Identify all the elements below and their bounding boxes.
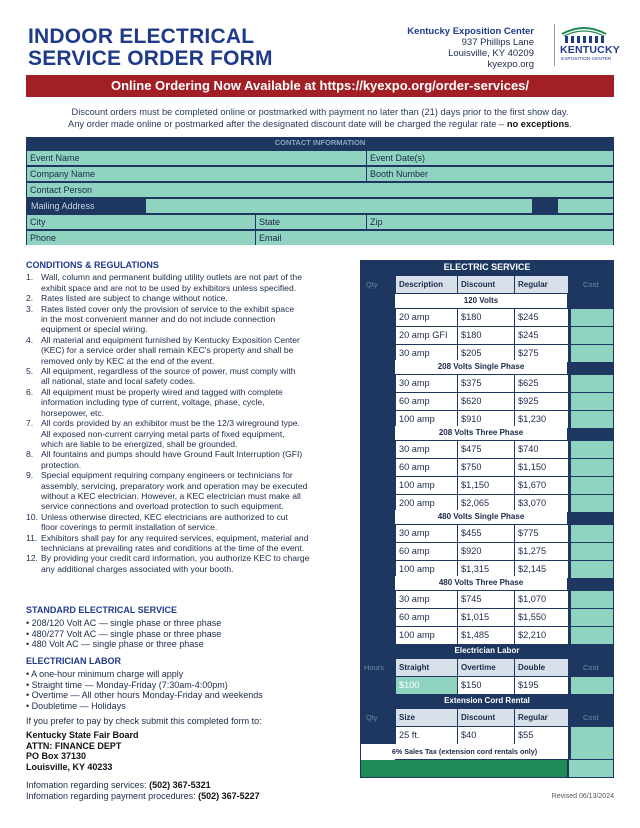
company-name-label: Company Name: [30, 169, 96, 179]
standard-item: • 208/120 Volt AC — single phase or three phase: [26, 617, 222, 628]
cord-qty-input[interactable]: [361, 727, 395, 744]
table-header: [361, 276, 613, 293]
check-intro: If you prefer to pay by check submit this completed form to:: [26, 716, 262, 726]
qty-input[interactable]: [361, 561, 395, 578]
condition-item: 5. All equipment, regardless of the source of power, must comply with all national, state and local safety codes.: [26, 366, 296, 387]
table-row: 30 amp $455 $775: [361, 525, 613, 542]
cord-header-row: [361, 709, 613, 726]
state-label: State: [259, 217, 281, 227]
notice-line-2: Any order made online or postmarked after the designated discount date will be charged the regular rate – no exceptions.: [68, 119, 572, 129]
event-dates-label: Event Date(s): [370, 153, 426, 163]
page-title: [28, 26, 273, 70]
standard-heading: STANDARD ELECTRICAL SERVICE: [26, 605, 178, 615]
table-row: 200 amp $2,065 $3,070: [361, 495, 613, 512]
condition-item: 8. All fountains and pumps should have Ground Fault Interruption (GFI) protection.: [26, 449, 303, 470]
table-row: 60 amp $750 $1,150: [361, 459, 613, 476]
standard-item: • 480/277 Volt AC — single phase or three phase: [26, 628, 222, 639]
table-row: 60 amp $920 $1,275: [361, 543, 613, 560]
cord-regular-header: Regular: [515, 709, 568, 726]
org-city: Louisville, KY 40209: [448, 48, 534, 59]
table-row: 100 amp $1,315 $2,145: [361, 561, 613, 578]
qty-input[interactable]: [361, 591, 395, 608]
cost-input[interactable]: [569, 441, 613, 458]
qty-input[interactable]: [361, 411, 395, 428]
cost-input[interactable]: [569, 591, 613, 608]
title-line-1: INDOOR ELECTRICAL: [28, 25, 255, 48]
condition-item: 3. Rates listed cover only the provision of service to the exhibit space in the most convenient manner and do not include connection equipment or special wiring.: [26, 303, 295, 335]
qty-input[interactable]: [361, 393, 395, 410]
group-480-three: 480 Volts Three Phase: [395, 576, 567, 590]
no-exceptions: no exceptions: [506, 119, 570, 129]
logo-subtitle: EXPOSITION CENTER: [561, 57, 612, 62]
qty-input[interactable]: [361, 495, 395, 512]
revised-date: Revised 06/13/2024: [551, 793, 614, 800]
conditions-heading: CONDITIONS & REGULATIONS: [26, 260, 159, 270]
org-web: kyexpo.org: [487, 59, 534, 70]
services-phone-line: Infomation regarding services: (502) 367-5321: [26, 780, 211, 790]
cord-discount-header: Discount: [458, 709, 514, 726]
kentucky-logo: [554, 24, 620, 66]
labor-row: [361, 677, 613, 694]
org-street: 937 Phillips Lane: [461, 37, 534, 48]
labor-item: • Overtime — All other hours Monday-Friday and weekends: [26, 690, 263, 701]
contact-heading: CONTACT INFORMATION: [274, 138, 366, 147]
cost-input[interactable]: [569, 411, 613, 428]
contact-person-field[interactable]: [27, 183, 613, 197]
straight-rate: $100: [396, 677, 457, 694]
qty-input[interactable]: [361, 543, 395, 560]
overtime-rate: $150: [458, 677, 514, 694]
city-field[interactable]: [27, 215, 255, 229]
total-bar: [361, 760, 567, 777]
table-row: 30 amp $745 $1,070: [361, 591, 613, 608]
qty-header: Qty: [366, 280, 378, 289]
address-line: ATTN: FINANCE DEPT: [26, 740, 122, 751]
standard-item: • 480 Volt AC — single phase or three phase: [26, 639, 204, 650]
qty-input[interactable]: [361, 375, 395, 392]
building-logo-icon: [560, 24, 608, 44]
condition-item: 10. Unless otherwise directed, KEC electricians are authorized to cut floor coverings to permit installation of service.: [26, 511, 288, 533]
address-line: Louisville, KY 40233: [26, 762, 113, 773]
cord-cost-header: Cost: [583, 713, 599, 722]
event-name-label: Event Name: [30, 153, 80, 163]
electric-service-table: [360, 260, 614, 778]
table-row: 100 amp $1,150 $1,670: [361, 477, 613, 494]
state-field[interactable]: [256, 215, 366, 229]
table-row: 20 amp GFI $180 $245: [361, 327, 613, 344]
hours-header: Hours: [364, 663, 385, 672]
overtime-header: Overtime: [458, 659, 514, 676]
qty-input[interactable]: [361, 327, 395, 344]
qty-input[interactable]: [361, 477, 395, 494]
cord-qty-header: Qty: [366, 713, 378, 722]
phone-label: Phone: [30, 233, 57, 243]
mailing-address-field[interactable]: [146, 199, 532, 213]
payment-phone-line: Infomation regarding payment procedures: (502) 367-5227: [26, 791, 260, 801]
qty-input[interactable]: [361, 525, 395, 542]
qty-input[interactable]: [361, 627, 395, 644]
cost-input[interactable]: [569, 327, 613, 344]
cost-input[interactable]: [569, 477, 613, 494]
double-rate: $195: [515, 677, 568, 694]
event-name-field[interactable]: [27, 151, 366, 165]
contact-person-label: Contact Person: [30, 185, 93, 195]
mailing-address-block: [26, 730, 348, 773]
condition-item: 12. By providing your credit card information, you authorize KEC to charge any additional charges associated with your booth.: [26, 553, 310, 574]
condition-item: 11. Exhibitors shall pay for any required services, equipment, material and technicians at prevailing rates and conditions at the time of the event.: [26, 532, 309, 553]
contact-phones: [26, 780, 260, 802]
cost-input[interactable]: [569, 345, 613, 362]
straight-header: Straight: [396, 659, 457, 676]
labor-item: • Doubletime — Holidays: [26, 701, 126, 712]
regular-header: Regular: [515, 276, 568, 293]
description-header: Description: [396, 276, 457, 293]
table-row: 100 amp $910 $1,230: [361, 411, 613, 428]
table-row: 30 amp $205 $275: [361, 345, 613, 362]
labor-cost-input[interactable]: [569, 677, 613, 694]
cost-input[interactable]: [569, 393, 613, 410]
address-line: PO Box 37130: [26, 751, 87, 762]
qty-input[interactable]: [361, 309, 395, 326]
payment-phone: (502) 367-5227: [198, 791, 260, 801]
zip-field[interactable]: [367, 215, 613, 229]
condition-item: 9. Special equipment requiring company engineers or technicians for assembly, servicing, preparatory work and operation may be executed without a KEC electrician. However, a KEC electrician must make all service connections and overload protection to such equipment.: [26, 470, 308, 512]
double-header: Double: [515, 659, 568, 676]
cord-row: [361, 727, 613, 744]
cost-input[interactable]: [569, 459, 613, 476]
notice-line-1: Discount orders must be completed online or postmarked with payment no later than (21) days prior to the first show day.: [71, 107, 569, 117]
cord-cost-input[interactable]: [569, 727, 613, 744]
contact-information-form: [26, 137, 614, 245]
cost-input[interactable]: [569, 525, 613, 542]
tax-row: [361, 744, 613, 761]
qty-input[interactable]: [361, 609, 395, 626]
check-payment-info: [26, 716, 348, 773]
email-label: Email: [259, 233, 282, 243]
cost-input[interactable]: [569, 495, 613, 512]
labor-item: • Straight time — Monday-Friday (7:30am-4:00pm): [26, 679, 228, 690]
cost-input[interactable]: [569, 375, 613, 392]
total-cost-input[interactable]: [569, 760, 613, 777]
event-dates-field[interactable]: [367, 151, 613, 165]
condition-item: 6. All equipment must be properly wired and tagged with complete information including type of current, voltage, phase, cycle, horsepower, etc.: [26, 386, 283, 418]
labor-item: • A one-hour minimum charge will apply: [26, 668, 184, 679]
table-row: 100 amp $1,485 $2,210: [361, 627, 613, 644]
cost-input[interactable]: [569, 627, 613, 644]
group-208-single: 208 Volts Single Phase: [395, 360, 567, 374]
qty-input[interactable]: [361, 441, 395, 458]
size-header: Size: [396, 709, 457, 726]
labor-heading: ELECTRICIAN LABOR: [26, 656, 121, 666]
group-120-volts: 120 Volts: [395, 294, 567, 308]
qty-input[interactable]: [361, 345, 395, 362]
cord-discount: $40: [458, 727, 514, 744]
condition-item: 1. Wall, column and permanent building utility outlets are not part of the exhibit space and are not to be used by exhibitors unless specified.: [26, 272, 302, 293]
extension-cord-header: Extension Cord Rental: [361, 694, 613, 708]
qty-input[interactable]: [361, 459, 395, 476]
tax-cost-input[interactable]: [569, 744, 613, 759]
title-line-2: SERVICE ORDER FORM: [28, 47, 273, 70]
electric-service-title: ELECTRIC SERVICE: [443, 262, 531, 272]
table-row: 30 amp $375 $625: [361, 375, 613, 392]
services-phone: (502) 367-5321: [149, 780, 211, 790]
electrician-labor-header: Electrician Labor: [361, 644, 613, 658]
table-row: 30 amp $475 $740: [361, 441, 613, 458]
city-label: City: [30, 217, 46, 227]
labor-header-row: [361, 659, 613, 676]
booth-number-field[interactable]: [367, 167, 613, 181]
conditions-and-regulations: [26, 260, 348, 574]
table-row: 60 amp $1,015 $1,550: [361, 609, 613, 626]
online-ordering-banner[interactable]: Online Ordering Now Available at https://kyexpo.org/order-services/: [26, 75, 614, 97]
labor-cost-header: Cost: [583, 663, 599, 672]
standard-electrical-service: [26, 605, 348, 650]
mailing-address-field-end[interactable]: [558, 199, 613, 213]
booth-number-label: Booth Number: [370, 169, 429, 179]
condition-item: 4. All material and equipment furnished by Kentucky Exposition Center (KEC) for a service order shall remain KEC's property and shall be removed only by KEC at the end of the event.: [26, 334, 300, 366]
discount-header: Discount: [458, 276, 514, 293]
group-208-three: 208 Volts Three Phase: [395, 426, 567, 440]
email-field[interactable]: [256, 231, 613, 245]
cost-input[interactable]: [569, 561, 613, 578]
phone-field[interactable]: [27, 231, 255, 245]
cost-input[interactable]: [569, 609, 613, 626]
address-line: Kentucky State Fair Board: [26, 729, 139, 740]
cost-header: Cost: [583, 280, 599, 289]
discount-notice: [26, 106, 614, 130]
company-name-field[interactable]: [27, 167, 366, 181]
condition-item: 2. Rates listed are subject to change without notice.: [26, 293, 228, 304]
logo-wordmark: KENTUCKY: [560, 44, 620, 56]
cord-regular: $55: [515, 727, 568, 744]
hours-input[interactable]: [361, 677, 395, 694]
org-address: [407, 26, 534, 70]
cost-input[interactable]: [569, 543, 613, 560]
sales-tax-note: 6% Sales Tax (extension cord rentals only): [361, 744, 568, 759]
org-name: Kentucky Exposition Center: [407, 26, 534, 37]
electrician-labor-info: [26, 656, 348, 712]
table-row: 20 amp $180 $245: [361, 309, 613, 326]
group-480-single: 480 Volts Single Phase: [395, 510, 567, 524]
table-row: 60 amp $620 $925: [361, 393, 613, 410]
cost-input[interactable]: [569, 309, 613, 326]
conditions-list: [26, 272, 348, 574]
condition-item: 7. All cords provided by an exhibitor must be the 12/3 wireground type. All exposed non-current carrying metal parts of fixed equipment, which are liable to be energized, shall be grounded.: [26, 418, 300, 449]
cord-size: 25 ft.: [396, 727, 457, 744]
zip-label: Zip: [370, 217, 383, 227]
mailing-address-label: Mailing Address: [27, 199, 145, 213]
